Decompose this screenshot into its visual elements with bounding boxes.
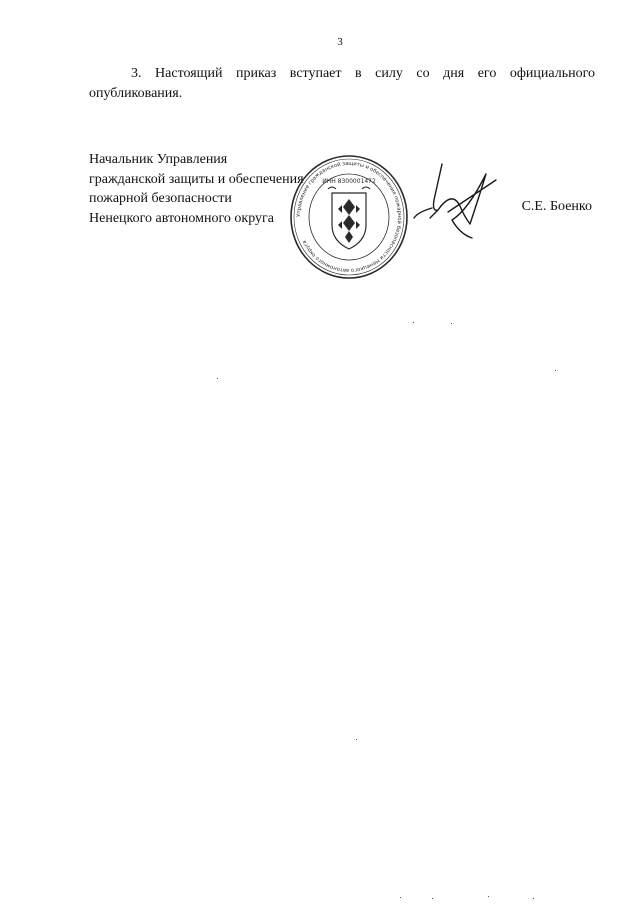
- position-line: гражданской защиты и обеспечения: [89, 171, 304, 187]
- seal-inn-text: ИНН 8300001472: [322, 178, 376, 185]
- scan-speck: [555, 370, 556, 371]
- page-number: 3: [337, 36, 343, 48]
- signatory-position: [89, 150, 304, 228]
- coat-of-arms-emblem: [328, 187, 370, 249]
- scan-speck: [432, 898, 433, 899]
- handwritten-signature: [412, 160, 498, 240]
- scan-speck: [413, 322, 414, 323]
- official-seal-stamp: [288, 153, 410, 281]
- seal-ring-text: Управление гражданской защиты и обеспечения пожарной безопасности Ненецкого автономного округа: [295, 160, 403, 274]
- signer-name: С.Е. Боенко: [521, 199, 592, 214]
- scan-speck: [356, 739, 357, 740]
- scan-speck: [451, 323, 452, 324]
- body-paragraph: 3. Настоящий приказ вступает в силу со дня его официального опубликования.: [89, 66, 595, 101]
- position-line: Начальник Управления: [89, 152, 228, 167]
- position-line: Ненецкого автономного округа: [89, 210, 274, 226]
- scan-speck: [533, 898, 534, 899]
- scan-speck: [488, 896, 489, 897]
- scan-speck: [217, 378, 218, 379]
- position-line: пожарной безопасности: [89, 191, 232, 206]
- scan-speck: [400, 897, 401, 898]
